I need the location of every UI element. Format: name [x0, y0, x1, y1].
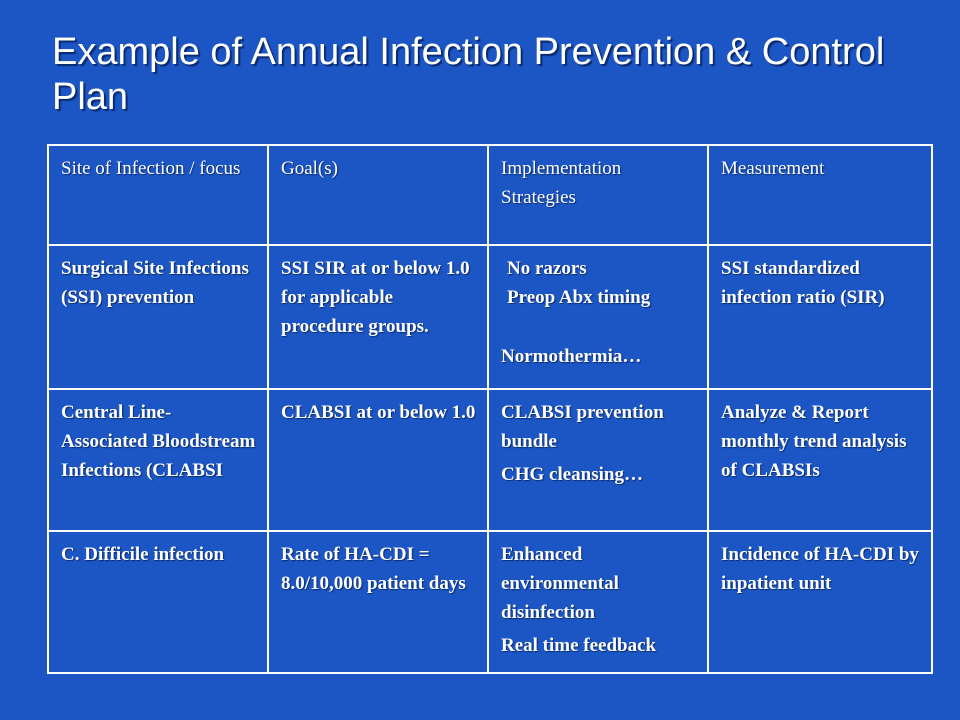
cell-site: C. Difficile infection	[48, 531, 268, 673]
strategy-item: Enhanced environmental disinfection	[501, 544, 619, 623]
cell-site: Surgical Site Infections (SSI) prevention	[48, 245, 268, 389]
strategy-item: CLABSI prevention bundle	[501, 402, 664, 452]
cell-measurement: Analyze & Report monthly trend analysis of CLABSIs	[708, 389, 932, 531]
slide-title: Example of Annual Infection Prevention & Control Plan	[52, 31, 885, 118]
strategy-item: Real time feedback	[501, 635, 657, 656]
cell-strategies	[488, 245, 708, 389]
cell-goal: Rate of HA-CDI = 8.0/10,000 patient days	[268, 531, 488, 673]
strategy-item: No razors	[507, 258, 587, 279]
table-row	[48, 389, 932, 531]
cell-strategies	[488, 531, 708, 673]
cell-goal: CLABSI at or below 1.0	[268, 389, 488, 531]
header-goals: Goal(s)	[268, 145, 488, 245]
cell-measurement: SSI standardized infection ratio (SIR)	[708, 245, 932, 389]
infection-control-plan-table	[47, 144, 933, 674]
cell-measurement: Incidence of HA-CDI by inpatient unit	[708, 531, 932, 673]
header-site-of-infection: Site of Infection / focus	[48, 145, 268, 245]
header-measurement: Measurement	[708, 145, 932, 245]
table-row	[48, 531, 932, 673]
header-implementation-strategies: Implementation Strategies	[488, 145, 708, 245]
table-row	[48, 245, 932, 389]
cell-site: Central Line-Associated Bloodstream Infections (CLABSI	[48, 389, 268, 531]
strategy-item: Preop Abx timing	[507, 287, 651, 308]
cell-goal: SSI SIR at or below 1.0 for applicable procedure groups.	[268, 245, 488, 389]
table-header-row	[48, 145, 932, 245]
strategy-item: CHG cleansing…	[501, 464, 643, 485]
cell-strategies	[488, 389, 708, 531]
strategy-item: Normothermia…	[501, 346, 642, 367]
